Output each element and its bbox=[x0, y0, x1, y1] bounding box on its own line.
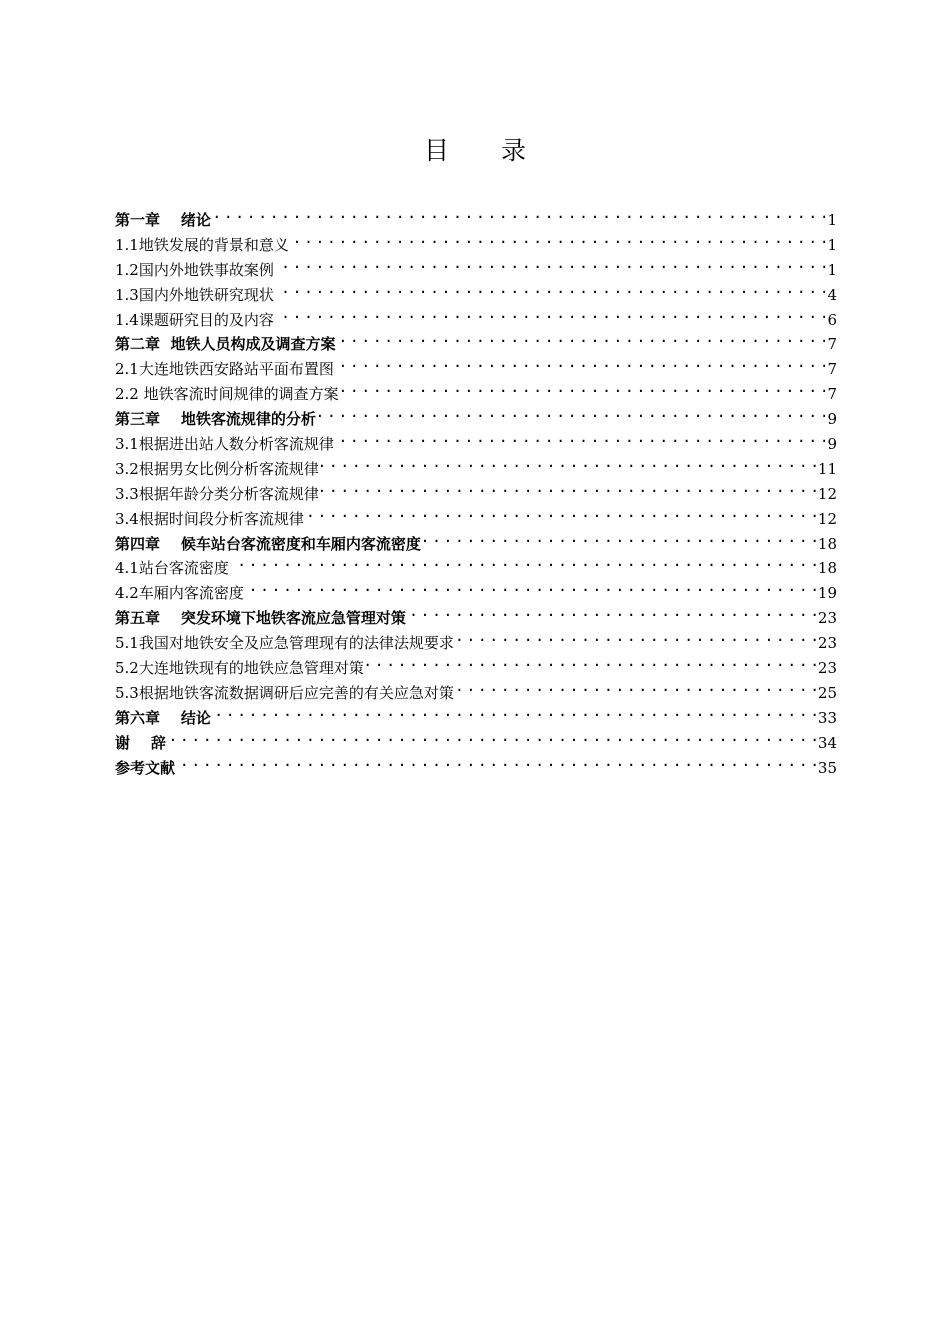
toc-entry-text: 1.1地铁发展的背景和意义 bbox=[115, 235, 289, 254]
dot-leader bbox=[456, 624, 816, 648]
toc-entry-text: 5.2大连地铁现有的地铁应急管理对策 bbox=[115, 659, 364, 678]
toc-entry-text: 第三章 地铁客流规律的分析 bbox=[115, 410, 316, 429]
toc-page-number: 1 bbox=[827, 235, 837, 254]
toc-entry-text: 参考文献 bbox=[115, 758, 176, 777]
toc-entry-text: 3.1根据进出站人数分析客流规律 bbox=[115, 435, 334, 454]
dot-leader bbox=[306, 500, 816, 524]
toc-page-number: 12 bbox=[817, 509, 837, 528]
dot-leader bbox=[336, 425, 826, 449]
dot-leader bbox=[168, 724, 816, 748]
dot-leader bbox=[276, 276, 826, 300]
dot-leader bbox=[423, 525, 816, 549]
toc-entry-text: 4.2车厢内客流密度 bbox=[115, 584, 244, 603]
toc-entry-text: 第五章 突发环境下地铁客流应急管理对策 bbox=[115, 609, 406, 628]
toc-entry-text: 5.1我国对地铁安全及应急管理现有的法律法规要求 bbox=[115, 634, 454, 653]
toc-title: 目 录 bbox=[424, 136, 548, 165]
dot-leader bbox=[291, 226, 826, 250]
toc-page-number: 7 bbox=[827, 335, 837, 354]
toc-page-number: 6 bbox=[827, 310, 837, 329]
dot-leader bbox=[318, 400, 826, 424]
toc-entry[interactable] bbox=[115, 226, 837, 254]
dot-leader bbox=[213, 699, 816, 723]
toc-page-number: 23 bbox=[817, 609, 837, 628]
dot-leader bbox=[231, 549, 816, 573]
toc-page-number: 9 bbox=[827, 410, 837, 429]
toc-page-number: 18 bbox=[817, 559, 837, 578]
toc-entry-text: 1.2国内外地铁事故案例 bbox=[115, 260, 274, 279]
toc-entry-text: 2.2 地铁客流时间规律的调查方案 bbox=[115, 385, 339, 404]
dot-leader bbox=[341, 375, 826, 399]
toc-page-number: 7 bbox=[827, 360, 837, 379]
toc-entry-text: 2.1大连地铁西安路站平面布置图 bbox=[115, 360, 334, 379]
toc-page-number: 1 bbox=[827, 211, 837, 229]
dot-leader bbox=[321, 450, 816, 474]
toc-page-number: 1 bbox=[827, 260, 837, 279]
toc-page-number: 35 bbox=[817, 758, 837, 777]
toc-page-number: 11 bbox=[817, 459, 837, 478]
toc-entry-text: 第四章 候车站台客流密度和车厢内客流密度 bbox=[115, 534, 421, 553]
toc-page-number: 25 bbox=[817, 683, 837, 702]
toc-entry-text: 5.3根据地铁客流数据调研后应完善的有关应急对策 bbox=[115, 683, 454, 702]
dot-leader bbox=[177, 749, 816, 773]
toc-entry-text: 3.4根据时间段分析客流规律 bbox=[115, 509, 304, 528]
dot-leader bbox=[213, 201, 826, 225]
dot-leader bbox=[276, 301, 826, 325]
toc-entry-text: 第一章 绪论 bbox=[115, 211, 211, 229]
dot-leader bbox=[246, 574, 816, 598]
dot-leader bbox=[408, 599, 816, 623]
toc-page-number: 12 bbox=[817, 484, 837, 503]
toc-page-number: 7 bbox=[827, 385, 837, 404]
dot-leader bbox=[366, 649, 816, 673]
toc-entry-text: 第二章 地铁人员构成及调查方案 bbox=[115, 335, 336, 354]
toc-entry[interactable] bbox=[115, 699, 837, 727]
dot-leader bbox=[336, 350, 826, 374]
toc-entry-text: 4.1站台客流密度 bbox=[115, 559, 229, 578]
toc-entry-text: 1.4课题研究目的及内容 bbox=[115, 310, 274, 329]
toc-page-number: 23 bbox=[817, 659, 837, 678]
toc-entry[interactable] bbox=[115, 201, 837, 229]
toc-page-number: 4 bbox=[827, 285, 837, 304]
table-of-contents bbox=[115, 201, 837, 777]
toc-entry-text: 谢 辞 bbox=[115, 733, 166, 752]
toc-page-number: 34 bbox=[817, 733, 837, 752]
toc-page-number: 33 bbox=[817, 708, 837, 727]
toc-entry-text: 3.3根据年龄分类分析客流规律 bbox=[115, 484, 319, 503]
toc-page-number: 18 bbox=[817, 534, 837, 553]
toc-page-number: 23 bbox=[817, 634, 837, 653]
toc-page-number: 9 bbox=[827, 435, 837, 454]
toc-entry-text: 第六章 结论 bbox=[115, 708, 211, 727]
dot-leader bbox=[337, 325, 825, 349]
toc-entry[interactable] bbox=[115, 749, 837, 777]
toc-entry[interactable] bbox=[115, 724, 837, 752]
toc-page-number: 19 bbox=[817, 584, 837, 603]
dot-leader bbox=[321, 475, 816, 499]
toc-entry-text: 1.3国内外地铁研究现状 bbox=[115, 285, 274, 304]
dot-leader bbox=[276, 251, 826, 275]
toc-entry-text: 3.2根据男女比例分析客流规律 bbox=[115, 459, 319, 478]
dot-leader bbox=[456, 674, 816, 698]
